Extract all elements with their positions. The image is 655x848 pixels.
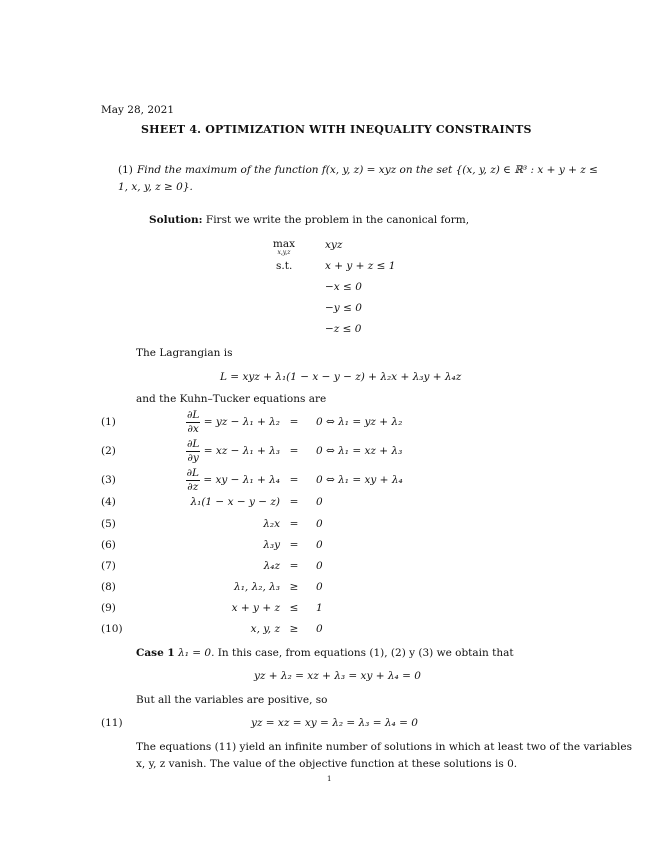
problem-statement-line1: Find the maximum of the function f(x, y, z) = xyz on the set {(x, y, z) ∈ ℝ³ : x + y + z ≤ <box>137 164 598 176</box>
problem-statement-line2: 1, x, y, z ≥ 0}. <box>118 181 193 193</box>
equation-rhs: 0 <box>316 581 323 593</box>
equation-number: (7) <box>101 560 116 572</box>
equation-rhs: 0 <box>316 518 323 530</box>
equation-rhs: 0 ⇔ λ₁ = xy + λ₄ <box>316 474 403 486</box>
equation-relation: = <box>289 445 299 457</box>
equation-row <box>0 539 655 555</box>
case1-equation: yz + λ₂ = xz + λ₃ = xy + λ₄ = 0 <box>254 670 421 682</box>
st-label: s.t. <box>276 260 293 272</box>
equation-lhs: λ₁, λ₂, λ₃ <box>234 581 280 593</box>
equation-rhs: 0 <box>316 623 323 635</box>
page-title: SHEET 4. OPTIMIZATION WITH INEQUALITY CONSTRAINTS <box>141 123 532 136</box>
equation-row <box>0 581 655 597</box>
equation-lhs: $\frac{\partial L}{\partial x}$ = yz − λ₁ + λ₂ <box>186 409 280 435</box>
problem-number: (1) <box>118 164 133 176</box>
constraint-1: x + y + z ≤ 1 <box>325 260 396 272</box>
case1-conclusion-line1: The equations (11) yield an infinite number of solutions in which at least two of the variables <box>136 741 632 753</box>
equation-number: (4) <box>101 496 116 508</box>
lagrangian-equation: L = xyz + λ₁(1 − x − y − z) + λ₂x + λ₃y + λ₄z <box>220 371 462 383</box>
equation-row <box>0 467 655 493</box>
max-operator <box>270 239 298 256</box>
equation-rhs: 1 <box>316 602 323 614</box>
equation-row <box>0 438 655 464</box>
case1-label: Case 1 <box>136 647 175 659</box>
equation-relation: = <box>289 474 299 486</box>
equation-relation: ≤ <box>289 602 299 614</box>
case1-condition: λ₁ = 0. <box>178 647 215 659</box>
equation-rhs: 0 <box>316 560 323 572</box>
constraint-2: −x ≤ 0 <box>325 281 362 293</box>
equation-rhs: 0 ⇔ λ₁ = yz + λ₂ <box>316 416 403 428</box>
equation-relation: ≥ <box>289 581 299 593</box>
equation-relation: = <box>289 560 299 572</box>
equation-11-number: (11) <box>101 717 123 729</box>
max-subscript: x,y,z <box>277 248 291 256</box>
equation-11: yz = xz = xy = λ₂ = λ₃ = λ₄ = 0 <box>251 717 418 729</box>
constraint-3: −y ≤ 0 <box>325 302 362 314</box>
objective: xyz <box>325 239 343 251</box>
equation-lhs: x, y, z <box>250 623 280 635</box>
equation-lhs: λ₂x <box>263 518 280 530</box>
equation-row <box>0 602 655 618</box>
case1-positive-text: But all the variables are positive, so <box>136 694 328 706</box>
equation-relation: = <box>289 496 299 508</box>
equation-number: (8) <box>101 581 116 593</box>
equation-lhs: $\frac{\partial L}{\partial y}$ = xz − λ₁ + λ₃ <box>186 438 280 464</box>
equation-number: (6) <box>101 539 116 551</box>
equation-row <box>0 560 655 576</box>
solution-intro-text: First we write the problem in the canonical form, <box>205 214 470 226</box>
solution-intro <box>149 214 469 226</box>
equation-relation: = <box>289 539 299 551</box>
equation-relation: = <box>289 416 299 428</box>
equation-lhs: λ₁(1 − x − y − z) <box>190 496 280 508</box>
equation-row <box>0 496 655 512</box>
case1-heading <box>136 647 514 659</box>
equation-row <box>0 518 655 534</box>
lagrangian-intro: The Lagrangian is <box>136 347 233 359</box>
max-label: max <box>272 238 296 250</box>
date: May 28, 2021 <box>101 104 175 116</box>
equation-number: (1) <box>101 416 116 428</box>
equation-rhs: 0 <box>316 496 323 508</box>
equation-number: (3) <box>101 474 116 486</box>
page-number: 1 <box>327 775 332 783</box>
equation-number: (9) <box>101 602 116 614</box>
equation-number: (5) <box>101 518 116 530</box>
kt-intro: and the Kuhn–Tucker equations are <box>136 393 327 405</box>
equation-row <box>0 409 655 435</box>
equation-number: (2) <box>101 445 116 457</box>
equation-row <box>0 623 655 639</box>
equation-number: (10) <box>101 623 123 635</box>
equation-lhs: x + y + z <box>231 602 280 614</box>
equation-relation: ≥ <box>289 623 299 635</box>
solution-label: Solution: <box>149 214 203 226</box>
case1-text: In this case, from equations (1), (2) y (3) we obtain that <box>217 647 514 659</box>
equation-rhs: 0 <box>316 539 323 551</box>
case1-conclusion-line2: x, y, z vanish. The value of the objective function at these solutions is 0. <box>136 758 518 770</box>
equation-relation: = <box>289 518 299 530</box>
constraint-4: −z ≤ 0 <box>325 323 362 335</box>
equation-rhs: 0 ⇔ λ₁ = xz + λ₃ <box>316 445 403 457</box>
equation-lhs: $\frac{\partial L}{\partial z}$ = xy − λ₁ + λ₄ <box>186 467 280 493</box>
equation-lhs: λ₄z <box>263 560 280 572</box>
equation-lhs: λ₃y <box>263 539 280 551</box>
